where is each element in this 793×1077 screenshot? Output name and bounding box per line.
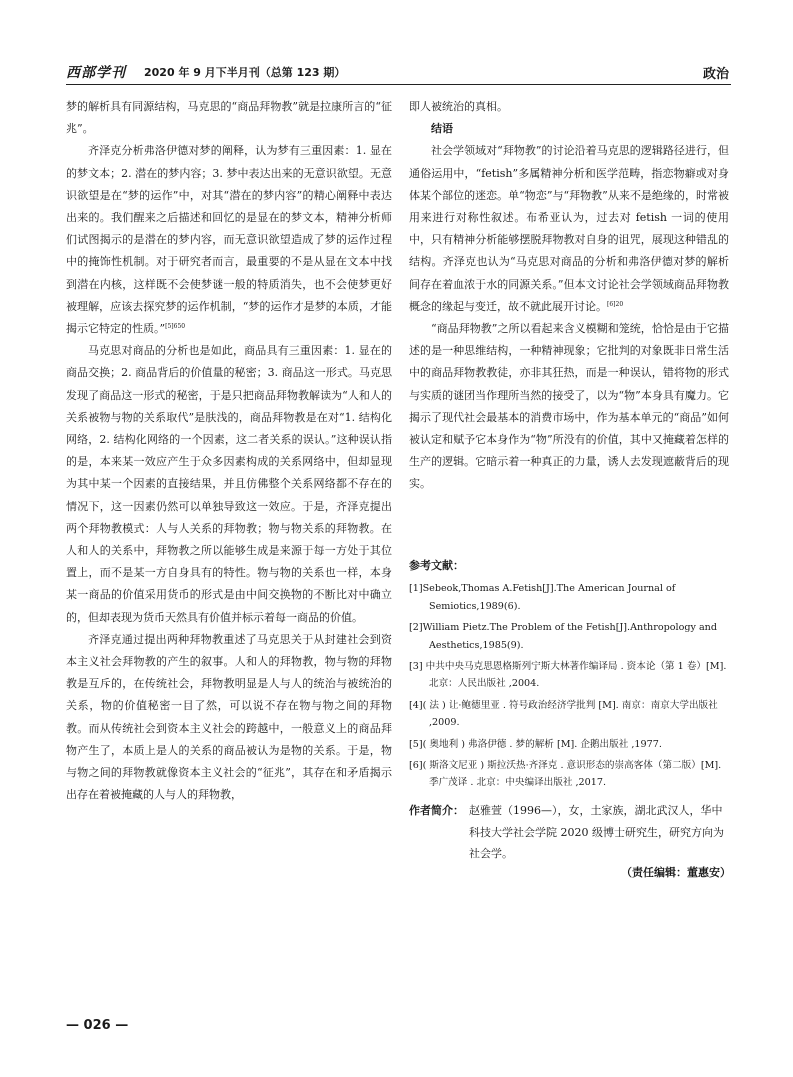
responsible-editor: （责任编辑：董惠安） (621, 866, 731, 879)
reference-item: [3] 中共中央马克思恩格斯列宁斯大林著作编译局 . 资本论（第 1 卷）[M]. 北京：人民出版社 ,2004. (409, 661, 727, 690)
paragraph: 马克思对商品的分析也是如此，商品具有三重因素：1. 显在的商品交换；2. 商品背后的价值量的秘密；3. 商品这一形式。马克思发现了商品这一形式的秘密，于是只把商品拜物教解读为“人和人的关系被物与物的关系取代”是肤浅的，商品拜物教是在对“1. 结构化网络，2. 结构化网络的一个因素，这二者关系的误认。”这种误认指的是，本来某一效应产生于众多因素构成的关系网络中，但却显现为其中某一个因素的直接结果，并且仿佛整个关系网络都不存在的情况下，这一因素仍然可以单独导致这一效应。于是，齐泽克提出两个拜物教模式：人与人关系的拜物教；物与物关系的拜物教。在人和人的关系中，拜物教之所以能够生成是来源于每一方处于其位置上，而不是某一方自身具有的特性。物与物的关系也一样，本身某一商品的价值采用货币的形式是由中间交换物的不断比对中确立的，但却表现为货币天然具有价值并标示着每一商品的价值。 (66, 344, 392, 624)
reference-item: [2]William Pietz.The Problem of the Fetish[J].Anthropology and Aesthetics,1985(9). (409, 622, 718, 651)
reference-item: [6]( 斯洛文尼亚 ) 斯拉沃热·齐泽克 . 意识形态的崇高客体（第二版）[M]. 季广茂译 . 北京：中央编译出版社 ,2017. (409, 760, 722, 789)
paragraph: 社会学领域对“拜物教”的讨论沿着马克思的逻辑路径进行，但通俗运用中，“fetish”多属精神分析和医学范畴，指恋物癖或对身体某个部位的迷恋。单“物恋”与“拜物教”从来不是绝缘的，时常被用来进行对称性叙述。布希亚认为，过去对 fetish 一词的使用中，只有精神分析能够摆脱拜物教对自身的诅咒，展现这种错乱的结构。齐泽克也认为“马克思对商品的分析和弗洛伊德对梦的解析间存在着血浓于水的同源关系。”但本文讨论社会学领域商品拜物教概念的缘起与变迁，故不就此展开讨论。$^{[6]20}$ (409, 144, 729, 313)
references-title: 参考文献： (409, 559, 464, 572)
issue-info: 2020 年 9 月下半月刊（总第 123 期） (144, 66, 346, 79)
reference-item: [5]( 奥地利 ) 弗洛伊德 . 梦的解析 [M]. 企鹅出版社 ,1977. (409, 738, 662, 750)
references (409, 557, 731, 796)
citation: [6]20 (607, 300, 624, 308)
paragraph: “商品拜物教”之所以看起来含义模糊和笼统，恰恰是由于它描述的是一种思维结构，一种精神现象；它批判的对象既非日常生活中的商品拜物教教徒，亦非其狂热，而是一种误认，错将物的形式与实质的谜团当作理所当然的接受了，以为“物”本身具有魔力。它揭示了现代社会最基本的消费市场中，作为基本单元的“商品”如何被认定和赋予它本身作为“物”所没有的价值，其中又掩藏着怎样的生产的逻辑。它暗示着一种真正的力量，诱人去发现遮蔽背后的现实。 (409, 322, 729, 491)
citation: [5]650 (165, 323, 186, 331)
left-column (66, 96, 392, 807)
paragraph: 即人被统治的真相。 (409, 100, 508, 113)
author-label: 作者简介： (409, 804, 464, 817)
journal-logo: 西部学刊 (66, 65, 126, 81)
author-text: 赵雅萱（1996—），女，土家族，湖北武汉人，华中科技大学社会学院 2020 级博士研究生，研究方向为社会学。 (469, 804, 724, 860)
paragraph: 齐泽克分析弗洛伊德对梦的阐释，认为梦有三重因素：1. 显在的梦文本；2. 潜在的梦内容；3. 梦中表达出来的无意识欲望。无意识欲望是在“梦的运作”中，对其“潜在的梦内容”的精心阐释中表达出来的。我们醒来之后描述和回忆的是显在的梦文本，精神分析师们试图揭示的是潜在的梦内容，而无意识欲望造成了梦的运作过程中的掩饰性机制。对于研究者而言，最重要的不是从显在文本中找到潜在内核，这样既不会使梦谜一般的特质消失，也不会使梦更好被理解，应该去探究梦的运作机制，“梦的运作才是梦的本质，才能揭示它特定的性质。”$^{[5]650}$ (66, 144, 392, 336)
reference-item: [1]Sebeok,Thomas A.Fetish[J].The American Journal of Semiotics,1989(6). (409, 583, 676, 612)
paragraph: 齐泽克通过提出两种拜物教重述了马克思关于从封建社会到资本主义社会拜物教的产生的叙事。人和人的拜物教，物与物的拜物教是互斥的，在传统社会，拜物教明显是人与人的统治与被统治的关系，物的价值秘密一目了然，可以说不存在物与物之间的拜物教。而从传统社会到资本主义社会的跨越中，一般意义上的商品拜物产生了，本质上是人的关系的商品被认为是物的关系。于是，物与物之间的拜物教就像资本主义社会的“征兆”，其存在和矛盾揭示出存在着被掩藏的人与人的拜物教， (66, 632, 392, 802)
reference-item: [4]( 法 ) 让·鲍德里亚 . 符号政治经济学批判 [M]. 南京：南京大学出版社 ,2009. (409, 699, 718, 729)
section-label: 政治 (702, 67, 729, 82)
paragraph: 梦的解析具有同源结构，马克思的“商品拜物教”就是拉康所言的“征兆”。 (66, 100, 392, 136)
right-column (409, 96, 729, 496)
author-bio (409, 800, 731, 865)
page-header (66, 60, 731, 85)
section-heading: 结语 (431, 122, 453, 136)
page-number: — 026 — (66, 1018, 129, 1033)
